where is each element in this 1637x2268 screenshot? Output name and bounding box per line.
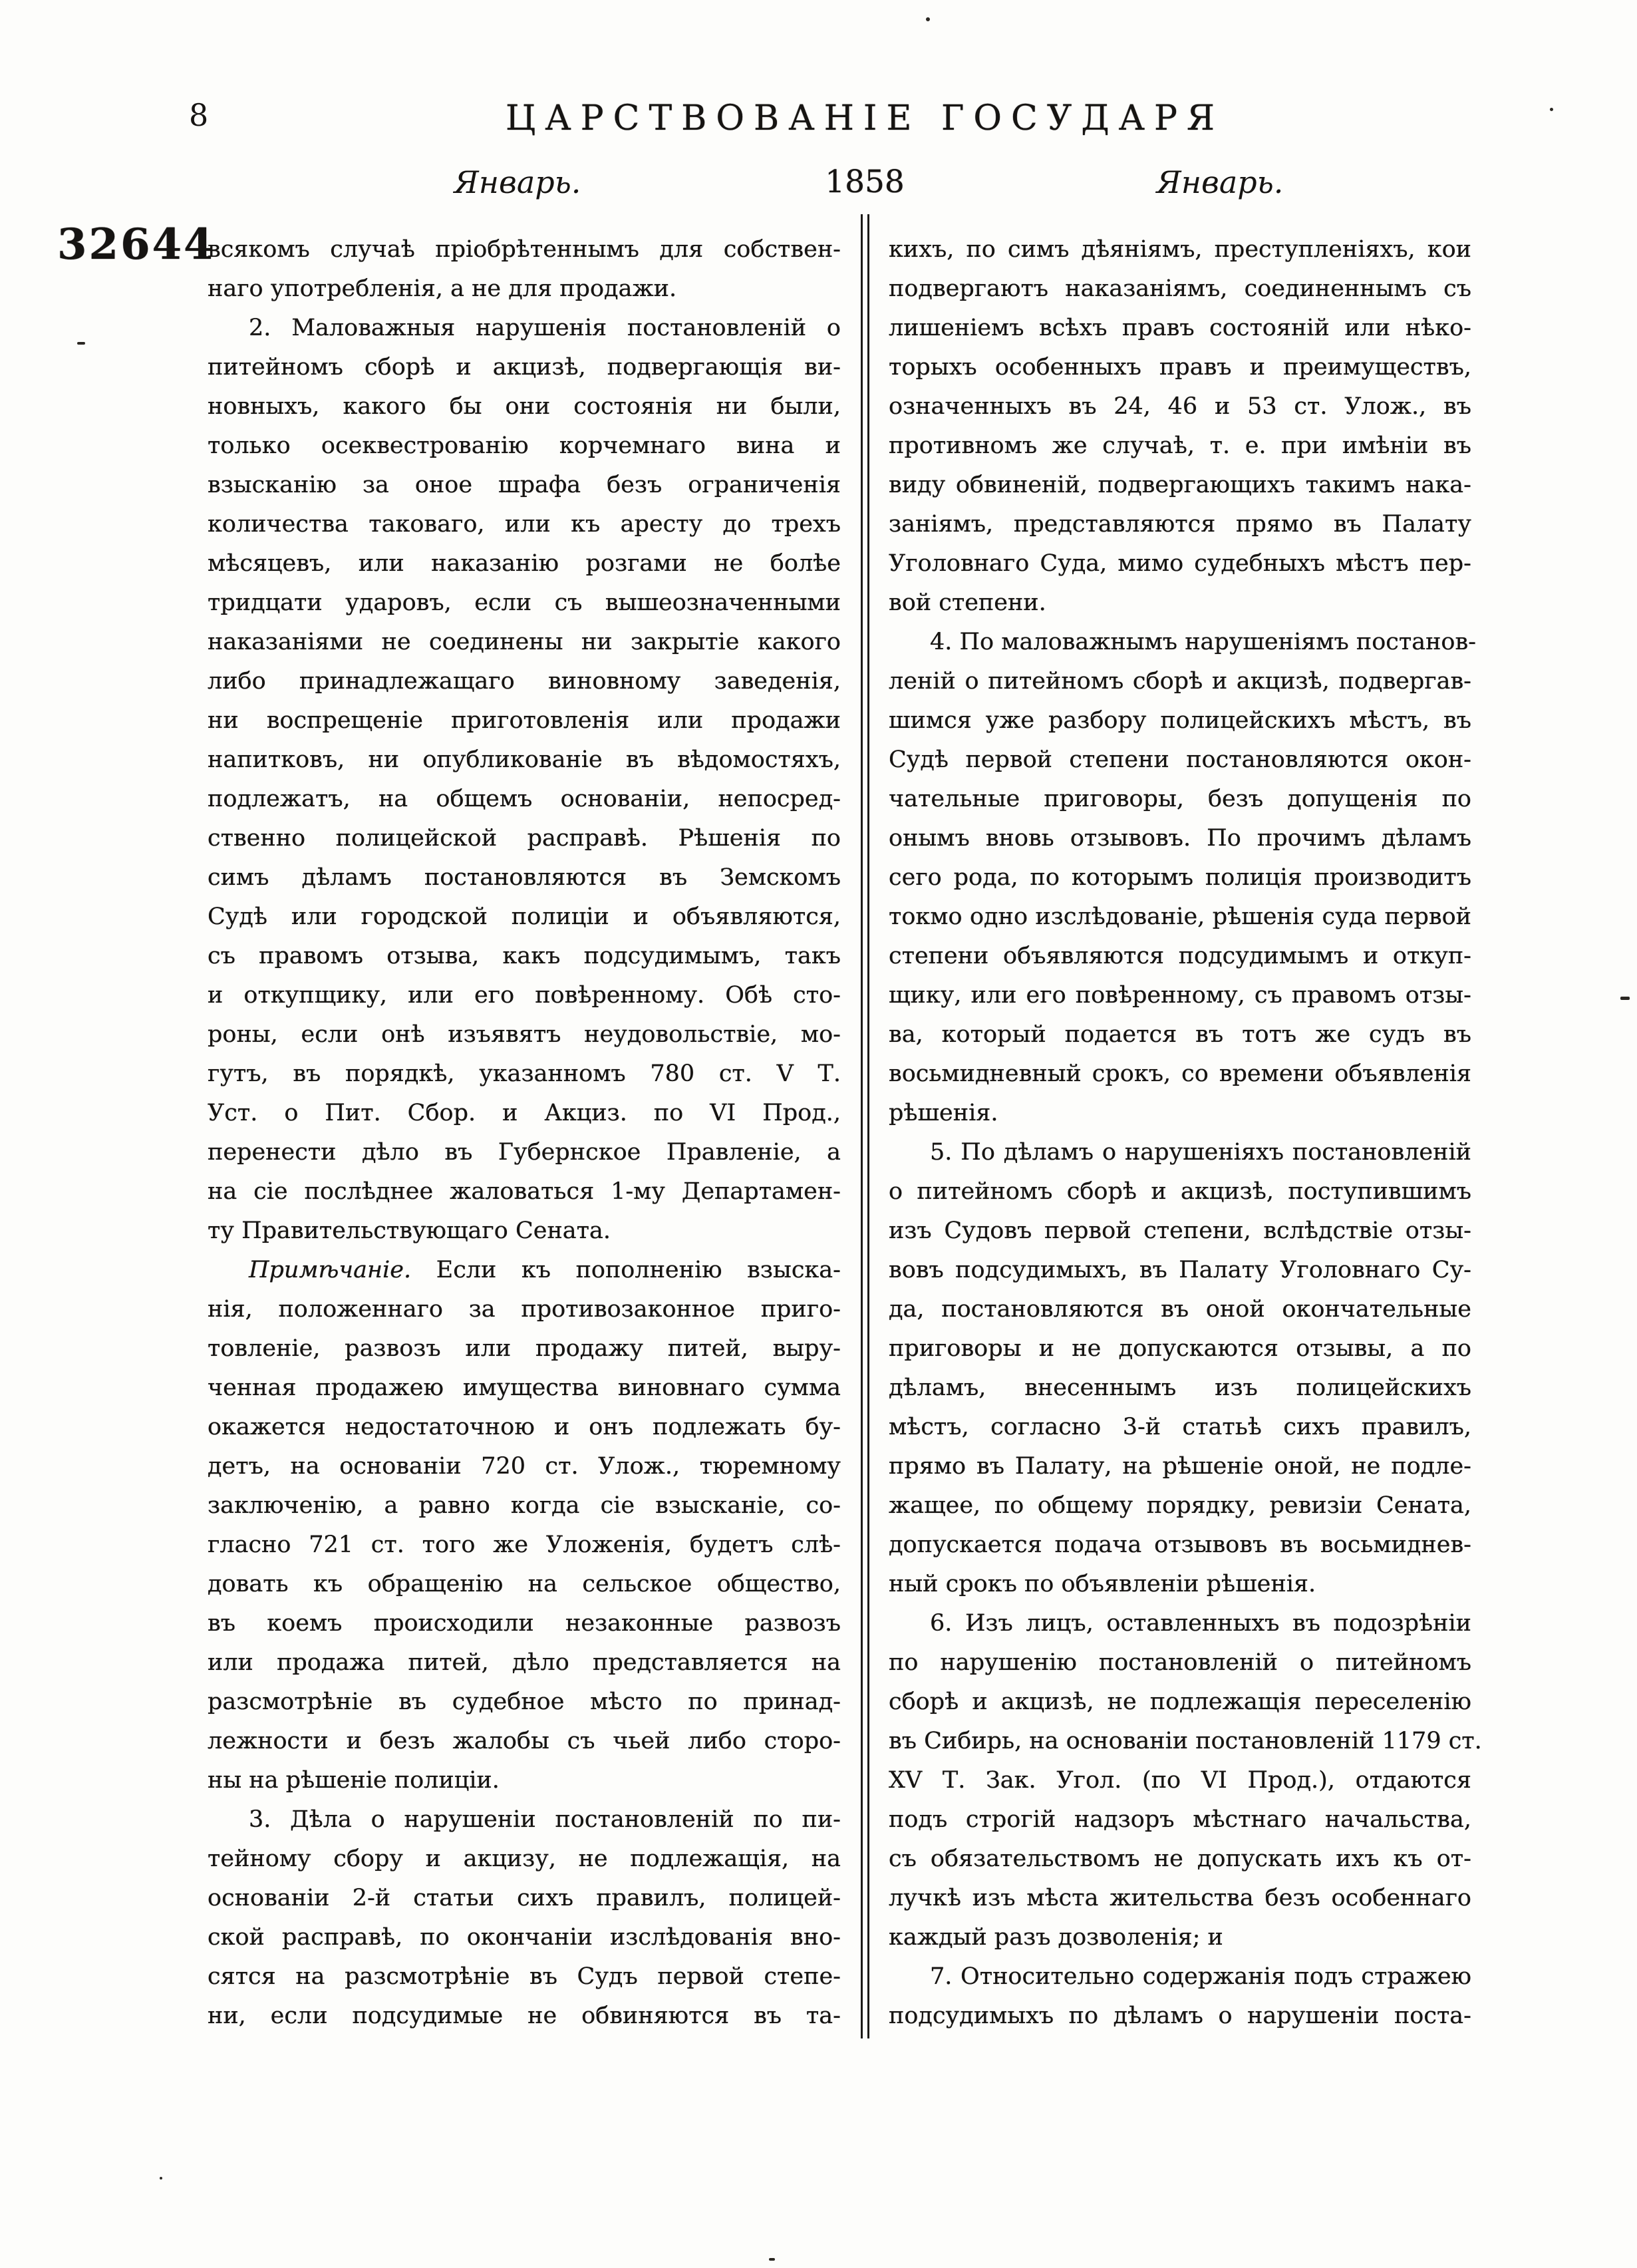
text-line: 6. Изъ лицъ, оставленныхъ въ подозрѣніи (930, 1610, 1471, 1637)
text-line: подъ строгій надзоръ мѣстнаго начальства, (889, 1806, 1471, 1833)
running-head-year: 1858 (825, 164, 905, 200)
text-line: Уст. о Пит. Сбор. и Акциз. по VI Прод., (208, 1100, 841, 1126)
text-line: леній о питейномъ сборѣ и акцизѣ, подвергав- (889, 668, 1471, 695)
scan-speck (1620, 997, 1630, 1000)
text-line: довать къ обращенію на сельское общество, (208, 1571, 841, 1597)
text-line: 3. Дѣла о нарушеніи постановленій по пи- (249, 1806, 841, 1833)
text-line: мѣстъ, согласно 3-й статьѣ сихъ правилъ, (889, 1414, 1471, 1440)
text-line: торыхъ особенныхъ правъ и преимуществъ, (889, 354, 1471, 381)
scan-speck (1550, 108, 1553, 111)
text-line: щику, или его повѣренному, съ правомъ отзы- (889, 982, 1471, 1009)
text-line: Судѣ или городской полиціи и объявляются, (208, 903, 841, 930)
text-line: въ коемъ происходили незаконные развозъ (208, 1610, 841, 1637)
text-line: заключенію, а равно когда сіе взысканіе, со- (208, 1492, 841, 1519)
text-line: роны, если онѣ изъявятъ неудовольствіе, мо- (208, 1021, 841, 1048)
text-line: гутъ, въ порядкѣ, указанномъ 780 ст. V Т. (208, 1060, 841, 1087)
text-line: окажется недостаточною и онъ подлежать бу- (208, 1414, 841, 1440)
text-line: допускается подача отзывовъ въ восьмиднев- (889, 1532, 1471, 1558)
text-line: кихъ, по симъ дѣяніямъ, преступленіяхъ, кои (889, 236, 1471, 263)
text-line: ный срокъ по объявленіи рѣшенія. (889, 1571, 1316, 1597)
text-line: лежности и безъ жалобы съ чьей либо сторо- (208, 1728, 841, 1754)
text-line: нія, положеннаго за противозаконное приго- (208, 1296, 841, 1323)
text-line: новныхъ, какого бы они состоянія ни были, (208, 393, 841, 420)
text-line: каждый разъ дозволенія; и (889, 1924, 1223, 1951)
text-line: рѣшенія. (889, 1100, 998, 1126)
text-line: ны на рѣшеніе полиціи. (208, 1767, 500, 1794)
text-line: 7. Относительно содержанія подъ стражею (930, 1963, 1471, 1990)
text-line: восьмидневный срокъ, со времени объявленія (889, 1060, 1471, 1087)
scan-speck (77, 342, 85, 345)
text-line: степени объявляются подсудимымъ и откуп- (889, 943, 1471, 969)
text-line: основаніи 2-й статьи сихъ правилъ, полицей- (208, 1885, 841, 1911)
text-line: напитковъ, ни опубликованіе въ вѣдомостяхъ, (208, 746, 841, 773)
text-line: въ Сибирь, на основаніи постановленій 1179 ст. (889, 1728, 1482, 1754)
text-line: прямо въ Палату, на рѣшеніе оной, не подле- (889, 1453, 1471, 1480)
text-line: ченная продажею имущества виновнаго сумма (208, 1375, 841, 1401)
scan-speck (926, 17, 930, 21)
text-line: съ правомъ отзыва, какъ подсудимымъ, такъ (208, 943, 841, 969)
text-column-right (889, 230, 1482, 2036)
text-line: наказаніями не соединены ни закрытіе какого (208, 629, 841, 655)
text-line: изъ Судовъ первой степени, вслѣдствіе отзы- (889, 1217, 1471, 1244)
text-line: 4. По маловажнымъ нарушеніямъ постанов- (930, 629, 1477, 655)
text-line: на сіе послѣднее жаловаться 1-му Департамен- (208, 1178, 841, 1205)
text-line: токмо одно изслѣдованіе, рѣшенія суда первой (889, 903, 1471, 930)
text-line: сего рода, по которымъ полиція производитъ (889, 864, 1471, 891)
text-line: Уголовнаго Суда, мимо судебныхъ мѣстъ пер- (889, 550, 1471, 577)
italic-lead-word: Примѣчаніе. (249, 1257, 412, 1283)
text-line: подлежатъ, на общемъ основаніи, непосред- (208, 786, 841, 812)
text-line: и откупщику, или его повѣренному. Обѣ сто- (208, 982, 841, 1009)
text-line: ской расправѣ, по окончаніи изслѣдованія вно- (208, 1924, 841, 1951)
text-line: вовъ подсудимыхъ, въ Палату Уголовнаго Су- (889, 1257, 1471, 1283)
text-line: только осеквестрованію корчемнаго вина и (208, 432, 841, 459)
text-line: виду обвиненій, подвергающихъ такимъ нака- (889, 472, 1471, 498)
text-line: сборѣ и акцизѣ, не подлежащія переселенію (889, 1689, 1471, 1715)
text-line: мѣсяцевъ, или наказанію розгами не болѣе (208, 550, 841, 577)
text-line: лучкѣ изъ мѣста жительства безъ особеннаго (889, 1885, 1471, 1911)
text-line: о питейномъ сборѣ и акцизѣ, поступившимъ (889, 1178, 1471, 1205)
act-number-margin: 32644 (57, 220, 216, 269)
text-line: 2. Маловажныя нарушенія постановленій о (249, 315, 841, 341)
text-line: 5. По дѣламъ о нарушеніяхъ постановленій (930, 1139, 1471, 1166)
text-line: ственно полицейской расправѣ. Рѣшенія по (208, 825, 841, 852)
text-line: онымъ вновь отзывовъ. По прочимъ дѣламъ (889, 825, 1471, 852)
text-line: ни, если подсудимые не обвиняются въ та- (208, 2003, 841, 2029)
text-line: взысканію за оное шрафа безъ ограниченія (208, 472, 841, 498)
text-line: вой степени. (889, 589, 1046, 616)
text-line: сятся на разсмотрѣніе въ Судъ первой степе- (208, 1963, 841, 1990)
text-line: или продажа питей, дѣло представляется на (208, 1649, 841, 1676)
text-line: дѣламъ, внесеннымъ изъ полицейскихъ (889, 1375, 1471, 1401)
text-column-left (208, 230, 841, 2036)
text-line: означенныхъ въ 24, 46 и 53 ст. Улож., въ (889, 393, 1471, 420)
running-head-title: ЦАРСТВОВАНІЕ ГОСУДАРЯ (505, 98, 1225, 138)
text-line: лишеніемъ всѣхъ правъ состояній или нѣко- (889, 315, 1471, 341)
text-line: всякомъ случаѣ пріобрѣтеннымъ для собствен- (208, 236, 841, 263)
text-line: количества таковаго, или къ аресту до трехъ (208, 511, 841, 538)
scan-speck (160, 2177, 162, 2180)
text-line: питейномъ сборѣ и акцизѣ, подвергающія ви- (208, 354, 841, 381)
text-line: гласно 721 ст. того же Уложенія, будетъ слѣ- (208, 1532, 841, 1558)
text-line: ту Правительствующаго Сената. (208, 1217, 611, 1244)
text-line: перенести дѣло въ Губернское Правленіе, а (208, 1139, 841, 1166)
text-line: заніямъ, представляются прямо въ Палату (889, 511, 1471, 538)
text-line: XV Т. Зак. Угол. (по VI Прод.), отдаются (889, 1767, 1471, 1794)
running-head-month-left: Январь. (454, 164, 581, 200)
text-line: Примѣчаніе. Если къ пополненію взыска- (249, 1257, 841, 1283)
text-line: ни воспрещеніе приготовленія или продажи (208, 707, 841, 734)
text-line: съ обязательствомъ не допускать ихъ къ от- (889, 1846, 1471, 1872)
scan-speck (769, 2258, 775, 2261)
text-line: товленіе, развозъ или продажу питей, выру- (208, 1335, 841, 1362)
text-line: ва, который подается въ тотъ же судъ въ (889, 1021, 1471, 1048)
text-line: детъ, на основаніи 720 ст. Улож., тюремному (208, 1453, 841, 1480)
text-line: приговоры и не допускаются отзывы, а по (889, 1335, 1471, 1362)
text-line: подсудимыхъ по дѣламъ о нарушеніи поста- (889, 2003, 1471, 2029)
text-line: подвергаютъ наказаніямъ, соединеннымъ съ (889, 275, 1471, 302)
text-line: противномъ же случаѣ, т. е. при имѣніи въ (889, 432, 1471, 459)
text-line: шимся уже разбору полицейскихъ мѣстъ, въ (889, 707, 1471, 734)
text-line: либо принадлежащаго виновному заведенія, (208, 668, 841, 695)
text-line: тридцати ударовъ, если съ вышеозначенными (208, 589, 841, 616)
text-line: симъ дѣламъ постановляются въ Земскомъ (208, 864, 841, 891)
running-head-month-right: Январь. (1156, 164, 1284, 200)
text-line: наго употребленія, а не для продажи. (208, 275, 677, 302)
page-number: 8 (189, 97, 209, 133)
text-line: да, постановляются въ оной окончательные (889, 1296, 1471, 1323)
text-line: Судѣ первой степени постановляются окон- (889, 746, 1471, 773)
text-line: разсмотрѣніе въ судебное мѣсто по принад- (208, 1689, 841, 1715)
text-line: тейному сбору и акцизу, не подлежащія, на (208, 1846, 841, 1872)
column-divider-rule (861, 214, 869, 2038)
text-line: жащее, по общему порядку, ревизіи Сената, (889, 1492, 1471, 1519)
text-line: по нарушенію постановленій о питейномъ (889, 1649, 1471, 1676)
text-line: чательные приговоры, безъ допущенія по (889, 786, 1471, 812)
